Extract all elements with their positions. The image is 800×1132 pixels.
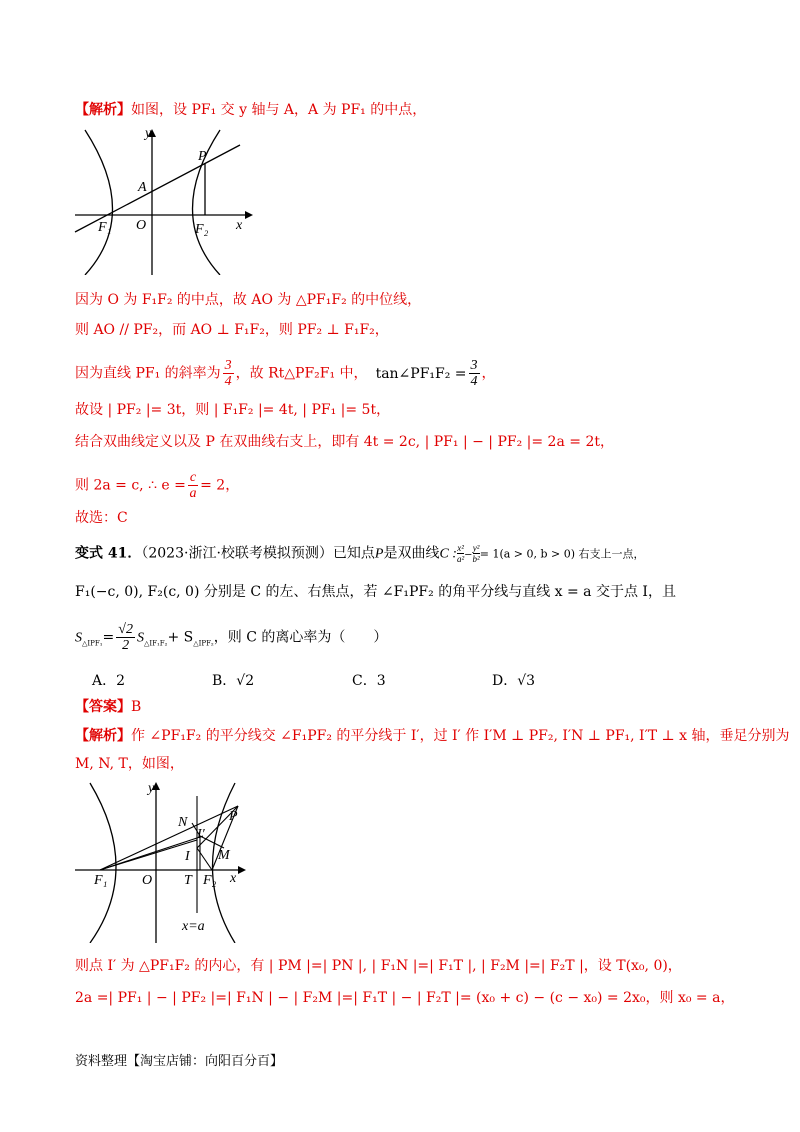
option-d: D．√3: [492, 673, 536, 689]
variant-41-stem-2: F₁(−c, 0), F₂(c, 0) 分别是 C 的左、右焦点，若 ∠F₁PF₂ 的角平分线与直线 x = a 交于点 I，且: [75, 584, 676, 600]
step-4: 故设 | PF₂ |= 3t，则 | F₁F₂ |= 4t, | PF₁ |= 5t，: [75, 402, 391, 418]
analysis-1-line: [75, 100, 426, 120]
step-2: 则 AO // PF₂，而 AO ⊥ F₁F₂，则 PF₂ ⊥ F₁F₂，: [75, 322, 389, 338]
fig2-label-o: O: [142, 873, 153, 888]
frac-3-4: $\frac{3}{4}$: [224, 358, 232, 389]
step-choice: 故选：C: [75, 510, 128, 526]
analysis-1-text: 如图，设 PF₁ 交 y 轴与 A，A 为 PF₁ 的中点，: [131, 102, 427, 118]
variant-41-stem-3: $S_{\triangle IPF_1}=$ $\frac{√2}{2}$ $S_{\triangle IF_1F_2}+ S_{\triangle IPF_2}$，则 C 的离心率为（ ）: [75, 622, 388, 653]
fig1-label-a: A: [138, 180, 147, 195]
step-3: 因为直线 PF₁ 的斜率为 $\frac{3}{4}$ ，故 Rt△PF₂F₁ 中， tan∠PF₁F₂ = $\frac{3}{4}$ ，: [75, 358, 496, 389]
answer-line: 【答案】B: [75, 699, 142, 715]
fig1-label-y: y: [145, 126, 152, 141]
fig2-label-i: I: [185, 849, 190, 864]
variant-41-stem-1: 变式 41．（2023·浙江·校联考模拟预测）已知点P是双曲线C : $\frac{\text{x²}}{\text{a²}}$ − $\frac{\text{y²}}{\text{b²}}$ = 1(a > 0, b > 0) 右支上一点，: [75, 543, 645, 564]
figure-2-incenter: [70, 778, 260, 943]
option-c: C．3: [352, 673, 386, 689]
step-1: 因为 O 为 F₁F₂ 的中点，故 AO 为 △PF₁F₂ 的中位线，: [75, 292, 422, 308]
footer-source: 资料整理【淘宝店铺：向阳百分百】: [75, 1054, 284, 1069]
fig2-label-i-prime: I′: [197, 827, 205, 842]
fig2-label-n: N: [178, 815, 188, 830]
fig2-label-f1: F₁: [94, 873, 108, 888]
fig2-label-x: x: [230, 871, 237, 886]
step-6: 则 2a = c, ∴ e = $\frac{c}{a}$ = 2，: [75, 470, 240, 501]
fig1-label-x: x: [236, 218, 243, 233]
fig2-label-p: P: [229, 809, 238, 824]
fig2-label-m: M: [218, 848, 230, 863]
fig1-label-f2: F₂: [195, 222, 209, 237]
analysis-2-line-1: 【解析】作 ∠PF₁F₂ 的平分线交 ∠F₁PF₂ 的平分线于 I′，过 I′ 作 I′M ⊥ PF₂, I′N ⊥ PF₁, I′T ⊥ x 轴，垂足分别为: [75, 728, 790, 744]
step-5: 结合双曲线定义以及 P 在双曲线右支上，即有 4t = 2c, | PF₁ | − | PF₂ |= 2a = 2t，: [75, 434, 614, 450]
fig1-label-o: O: [136, 218, 147, 233]
option-b: B．√2: [212, 673, 255, 689]
step2-2: 2a =| PF₁ | − | PF₂ |=| F₁N | − | F₂M |=| F₁T | − | F₂T |= (x₀ + c) − (c − x₀) = 2x₀，则 x₀ = a，: [75, 990, 735, 1006]
fig2-label-f2: F₂: [203, 873, 217, 888]
frac-c-a: $\frac{c}{a}$: [189, 470, 197, 501]
fig1-label-f1: F₁: [98, 220, 112, 235]
fig2-label-y: y: [148, 781, 155, 796]
fig2-label-xa: x=a: [182, 919, 205, 934]
analysis-2-line-2: M, N, T，如图，: [75, 756, 184, 772]
fig2-label-t: T: [184, 873, 192, 888]
analysis-1-head: 【解析】: [75, 102, 131, 118]
option-a: A．2: [92, 673, 126, 689]
fig1-label-p: P: [198, 149, 207, 164]
figure-1-hyperbola: [70, 125, 260, 275]
step2-1: 则点 I′ 为 △PF₁F₂ 的内心，有 | PM |=| PN |, | F₁N |=| F₁T |, | F₂M |=| F₂T |，设 T(x₀, 0)，: [75, 958, 682, 974]
